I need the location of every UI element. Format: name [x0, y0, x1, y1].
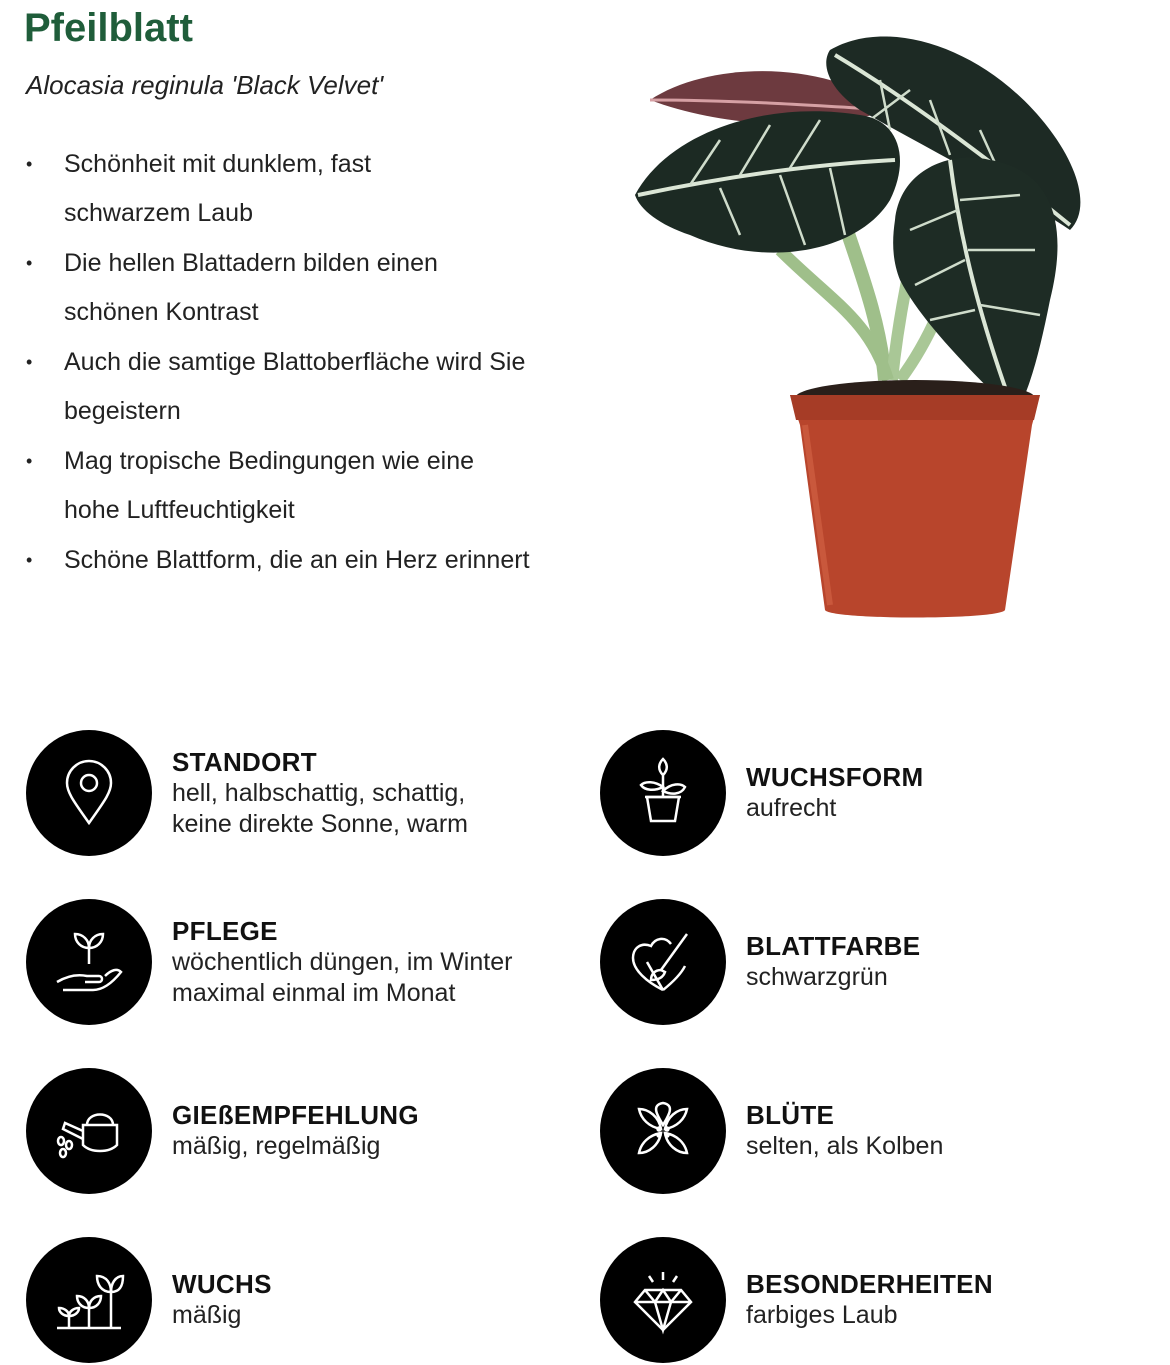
feature-value: schwarzgrün	[746, 963, 888, 991]
bullet-item: • Auch die samtige Blattoberfläche wird Sie begeistern	[24, 338, 544, 436]
feature-label: PFLEGE	[172, 915, 278, 946]
feature-label: BLÜTE	[746, 1100, 835, 1130]
location-pin-icon	[26, 730, 152, 856]
feature-value: farbiges Laub	[746, 1301, 898, 1329]
seedlings-icon	[26, 1237, 152, 1363]
feature-label: WUCHS	[172, 1269, 272, 1299]
botanical-name: Alocasia reginula 'Black Velvet'	[26, 70, 384, 100]
feature-value: mäßig	[172, 1301, 242, 1329]
feature-label: WUCHSFORM	[746, 762, 924, 792]
plant-image	[630, 20, 1110, 630]
bullet-item: • Schöne Blattform, die an ein Herz erinnert	[24, 536, 604, 585]
feature-value: hell, halbschattig, schattig, keine direkte Sonne, warm	[172, 778, 468, 838]
leaf-brush-icon	[600, 899, 726, 1025]
flower-icon	[600, 1068, 726, 1194]
watering-can-icon	[26, 1068, 152, 1194]
feature-value: aufrecht	[746, 794, 837, 822]
feature-value: mäßig, regelmäßig	[172, 1132, 381, 1160]
feature-bluete	[600, 1068, 943, 1194]
feature-label: STANDORT	[172, 746, 317, 777]
feature-pflege	[26, 899, 552, 1025]
hand-sprout-icon	[26, 899, 152, 1025]
feature-standort	[26, 730, 502, 856]
bullet-item: • Schönheit mit dunklem, fast schwarzem Laub	[24, 140, 424, 238]
feature-besonderheiten	[600, 1237, 993, 1363]
potted-plant-icon	[600, 730, 726, 856]
feature-value: wöchentlich düngen, im Winter maximal einmal im Monat	[172, 947, 513, 1007]
feature-label: GIEßEMPFEHLUNG	[172, 1100, 419, 1130]
feature-bullet-list	[24, 140, 584, 586]
bullet-item: • Mag tropische Bedingungen wie eine hohe Luftfeuchtigkeit	[24, 437, 534, 535]
feature-label: BLATTFARBE	[746, 931, 921, 961]
feature-wuchsform	[600, 730, 923, 856]
bullet-item: • Die hellen Blattadern bilden einen schönen Kontrast	[24, 239, 504, 337]
feature-blattfarbe	[600, 899, 920, 1025]
feature-label: BESONDERHEITEN	[746, 1269, 993, 1299]
diamond-icon	[600, 1237, 726, 1363]
feature-wuchs	[26, 1237, 272, 1363]
feature-giessempfehlung	[26, 1068, 419, 1194]
feature-value: selten, als Kolben	[746, 1132, 944, 1160]
page-title: Pfeilblatt	[24, 6, 193, 50]
